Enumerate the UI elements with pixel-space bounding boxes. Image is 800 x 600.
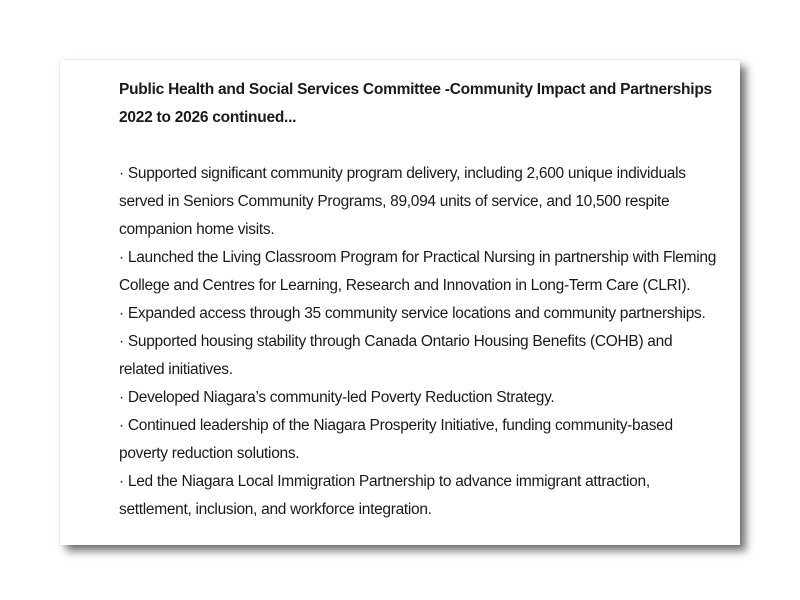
- spacer: [119, 132, 719, 160]
- bullet-item: · Expanded access through 35 community service locations and community partnerships.: [119, 305, 706, 322]
- document-card: [60, 60, 740, 545]
- bullet-list: [119, 160, 719, 524]
- bullet-item: · Supported housing stability through Canada Ontario Housing Benefits (COHB) and related initiatives.: [119, 333, 673, 378]
- bullet-item: · Developed Niagara’s community-led Poverty Reduction Strategy.: [119, 389, 555, 406]
- bullet-item: · Supported significant community program delivery, including 2,600 unique individuals served in Seniors Community Programs, 89,094 units of service, and 10,500 respite companion home visits.: [119, 165, 686, 238]
- bullet-item: · Continued leadership of the Niagara Prosperity Initiative, funding community-based poverty reduction solutions.: [119, 417, 673, 462]
- bullet-item: · Led the Niagara Local Immigration Partnership to advance immigrant attraction, settlement, inclusion, and workforce integration.: [119, 473, 650, 518]
- document-content: [119, 76, 719, 524]
- document-title: Public Health and Social Services Committee -Community Impact and Partnerships 2022 to 2026 continued...: [119, 81, 712, 126]
- bullet-item: · Launched the Living Classroom Program for Practical Nursing in partnership with Fleming College and Centres for Learning, Research and Innovation in Long-Term Care (CLRI).: [119, 249, 717, 294]
